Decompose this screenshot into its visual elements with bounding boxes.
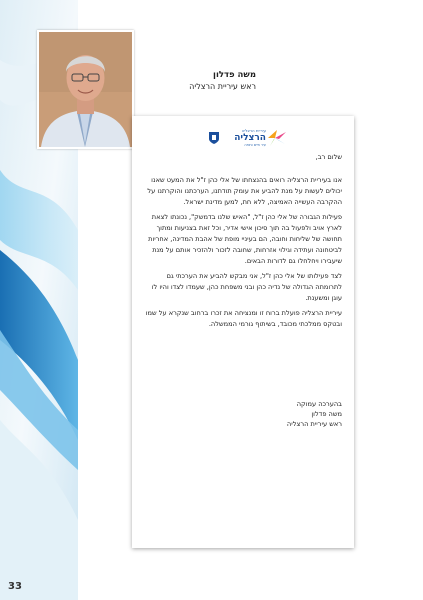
signature-name: משה פדלון <box>311 410 342 418</box>
letter-sheet <box>132 116 354 548</box>
letter-body <box>144 152 342 334</box>
letter-paragraph: אנו בעיריית הרצליה רואים בהנצחתו של אלי כהן ז"ל את המעט שאנו יכולים לעשות על מנת להביע את עומק תודתנו, הערכתנו והוקרתנו על ההקרבה העשייה האמיצה, ללא חת, למען מדינת ישראל. <box>147 176 342 206</box>
logo-main-text: הרצליה <box>234 133 266 143</box>
header-role: ראש עיריית הרצליה <box>189 82 256 91</box>
page-number: 33 <box>8 581 22 592</box>
letter-paragraph: עיריית הרצליה פועלת ברוח זו ומנציחה את זכרו ברחוב שנקרא על שמו ובטקס ממלכתי מכובד, בשיתוף גורמי הממשלה. <box>145 309 342 328</box>
municipal-crest-icon <box>208 131 220 145</box>
header-name-block <box>116 69 256 92</box>
logo-sub-text: עיר חיים וחוויה <box>244 143 266 147</box>
logo-top-text: עיריית הרצליה <box>241 128 266 133</box>
flower-logo-icon <box>266 128 288 148</box>
header-name: משה פדלון <box>213 70 256 80</box>
letter-greeting: שלום רב, <box>315 153 342 161</box>
letter-signature <box>287 399 342 429</box>
letter-closing: בהערכה עמוקה <box>296 400 342 408</box>
logo-text <box>222 128 266 148</box>
letter-paragraph: לצד פעילותו של אלי כהן ז"ל, אני מבקש להביע את הערכתי גם לתרומתה הגדולה של נדיה כהן ובני משפחת כהן, שעמדו לצדו והיו לו עוגן ומשענת. <box>151 272 342 302</box>
signature-role: ראש עיריית הרצליה <box>286 420 342 428</box>
herzliya-logo <box>208 126 288 150</box>
letter-paragraph: פעילות הגבורה של אלי כהן ז"ל, "האיש שלנו בדמשק", נכונתו לצאת לארץ אויב ולפעול בה תוך סיכון אישי אדיר, וכל זאת בצניעות ומתוך תחושה של שליחות וחובה, הם בעיניי מופת של אהבת המדינה, אחריות לביטחונה ועתידה וגילוי אזרחות, שחובה לזכור ולהזכיר אותם על מנת שיעבירו ויחלחלו גם לדורות הבאים. <box>148 213 342 265</box>
